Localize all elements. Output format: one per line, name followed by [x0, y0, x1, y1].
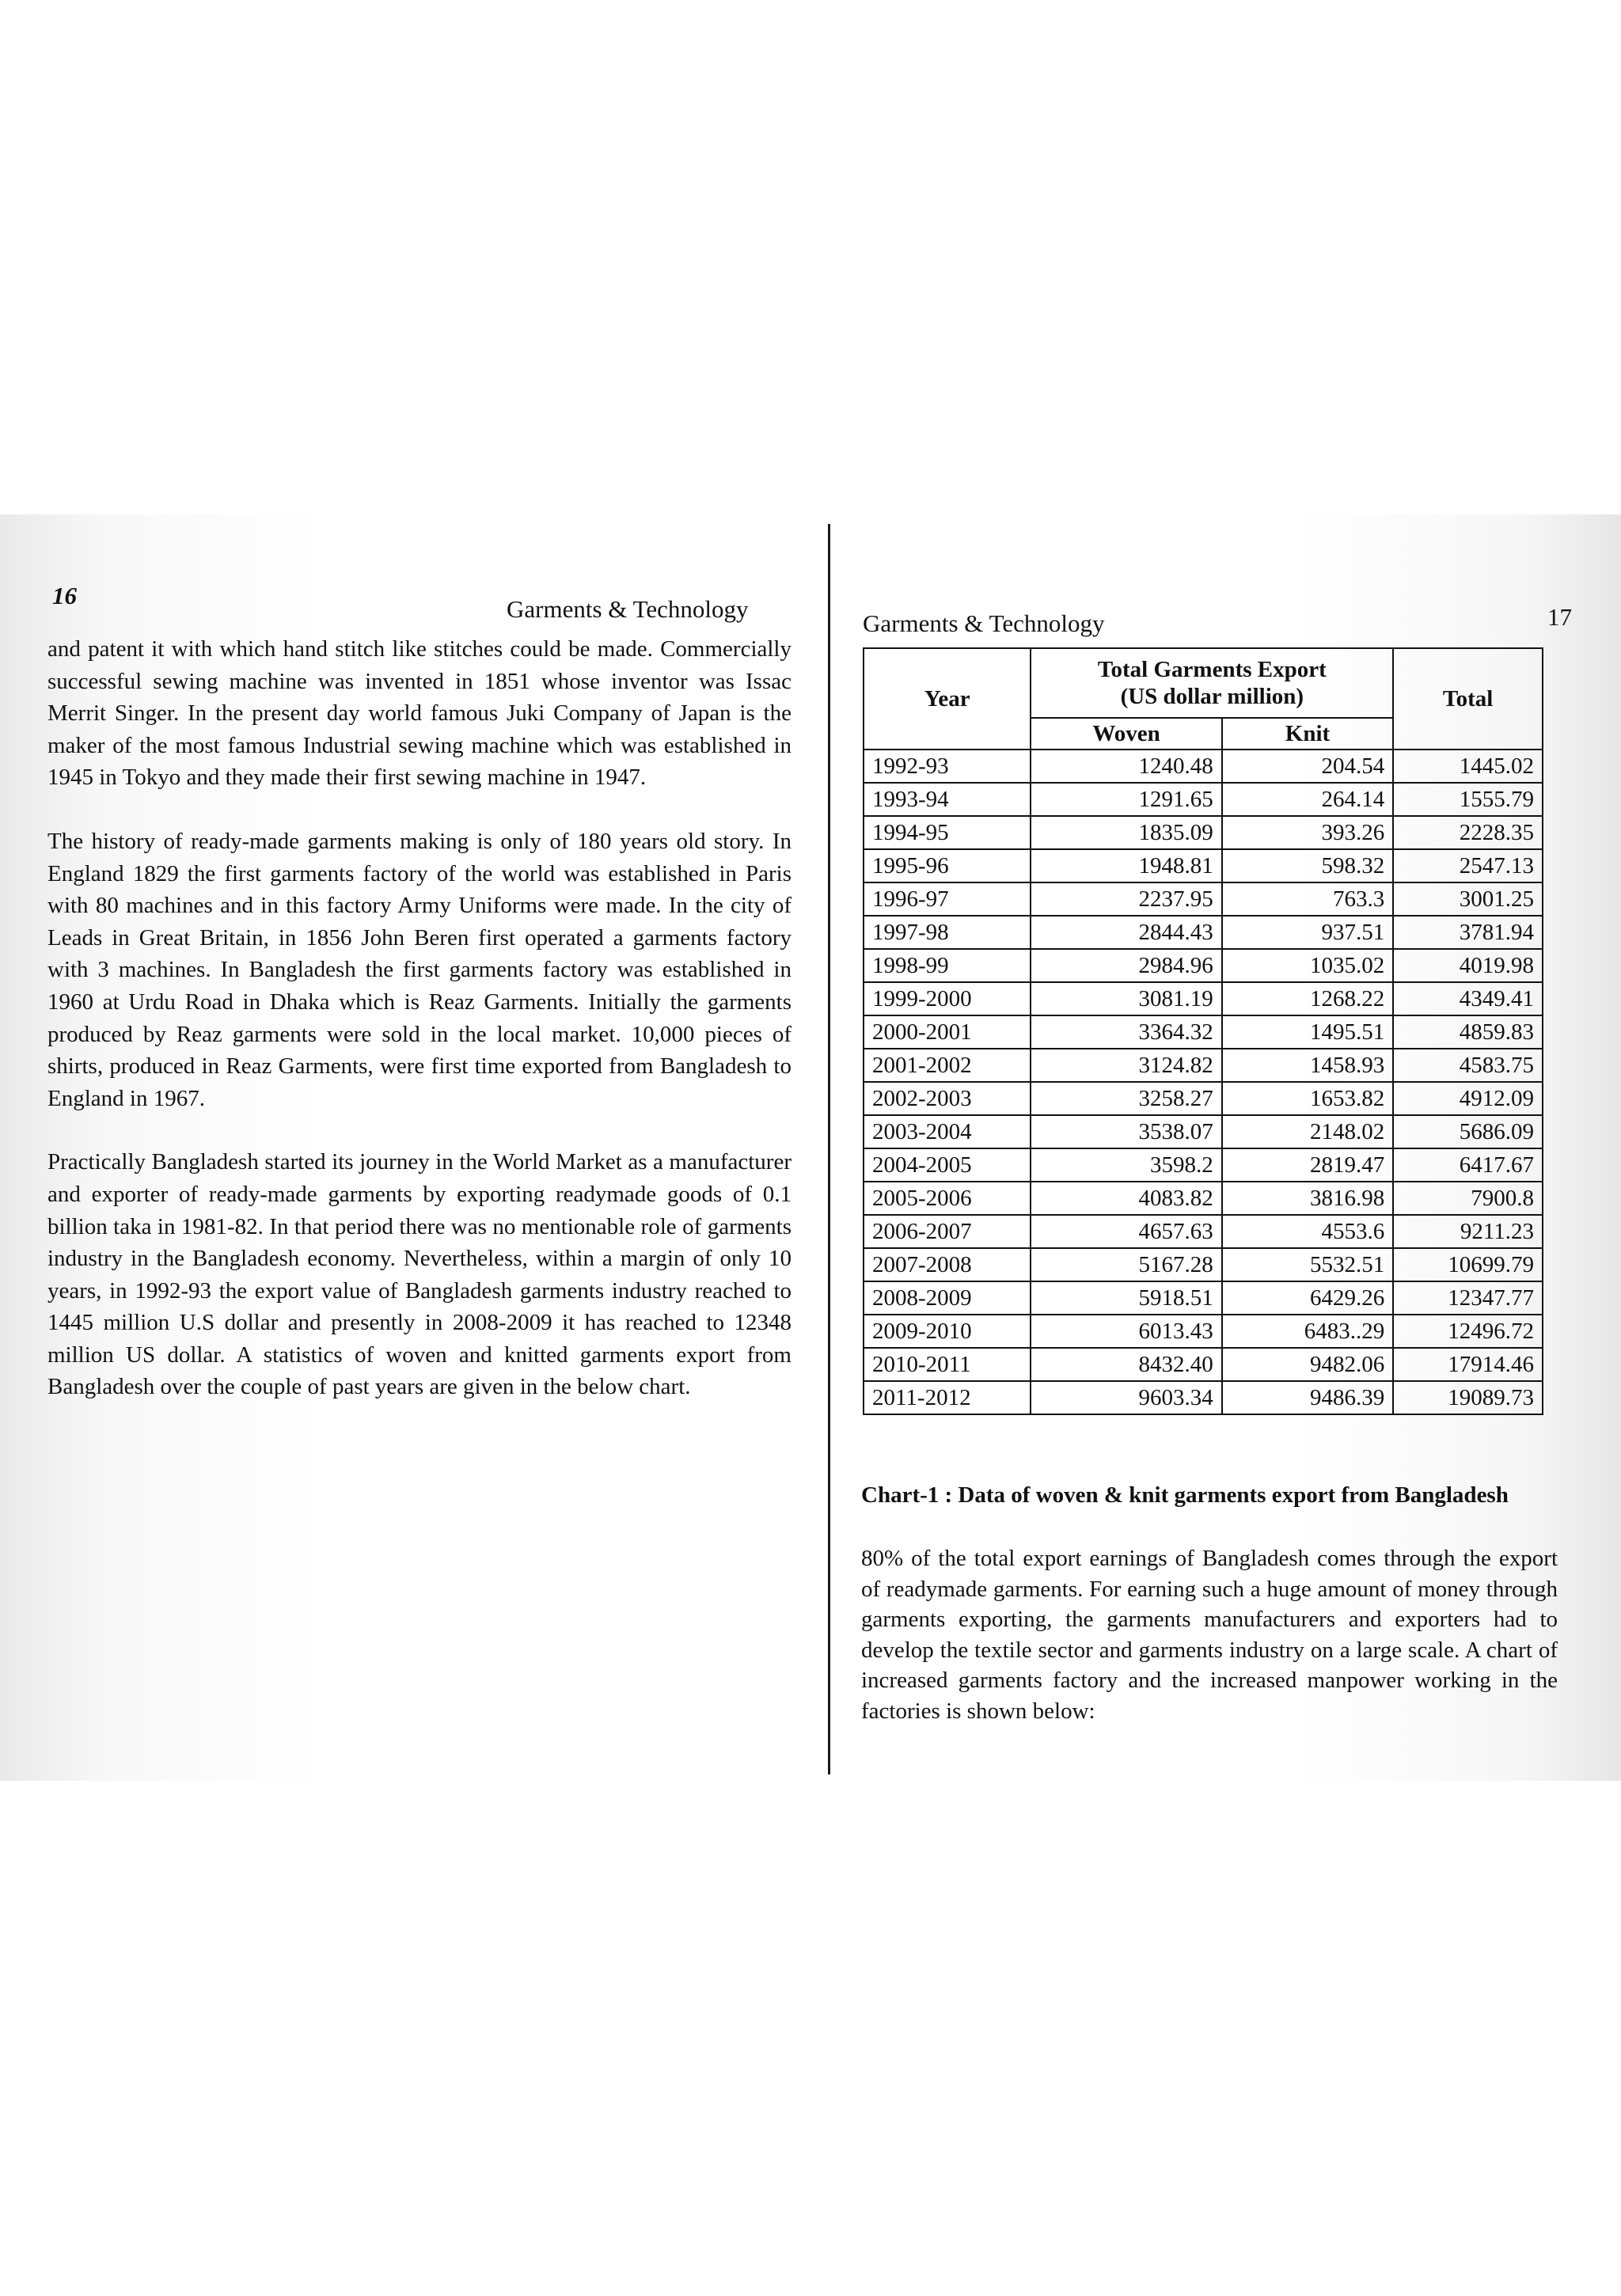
cell-year: 1994-95: [864, 816, 1031, 849]
table-row: [864, 982, 1543, 1015]
page-number-left: 16: [52, 582, 77, 609]
cell-woven: 3364.32: [1031, 1015, 1221, 1049]
cell-knit: 763.3: [1222, 882, 1394, 916]
cell-total: 1445.02: [1393, 750, 1543, 783]
cell-year: 2010-2011: [864, 1348, 1031, 1381]
cell-knit: 2819.47: [1222, 1148, 1394, 1182]
running-head-left: Garments & Technology: [507, 595, 749, 623]
cell-woven: 1835.09: [1031, 816, 1221, 849]
cell-knit: 1653.82: [1222, 1082, 1394, 1115]
cell-total: 3001.25: [1393, 882, 1543, 916]
table-row: [864, 1148, 1543, 1182]
table-row: [864, 1381, 1543, 1414]
table-row: [864, 1215, 1543, 1248]
cell-year: 1993-94: [864, 783, 1031, 816]
cell-total: 7900.8: [1393, 1182, 1543, 1215]
left-page-body: [47, 633, 792, 1403]
cell-knit: 4553.6: [1222, 1215, 1394, 1248]
page-number-right: 17: [1547, 603, 1572, 631]
cell-knit: 393.26: [1222, 816, 1394, 849]
cell-total: 10699.79: [1393, 1248, 1543, 1281]
table-body: [864, 750, 1543, 1414]
cell-woven: 3538.07: [1031, 1115, 1221, 1148]
cell-woven: 4083.82: [1031, 1182, 1221, 1215]
table-row: [864, 1015, 1543, 1049]
garments-export-table: [863, 647, 1543, 1415]
cell-year: 2009-2010: [864, 1315, 1031, 1348]
header-total-garments-export: [1031, 648, 1393, 718]
table-row: [864, 1049, 1543, 1082]
cell-woven: 8432.40: [1031, 1348, 1221, 1381]
cell-year: 2007-2008: [864, 1248, 1031, 1281]
header-group-line1: Total Garments Export: [1097, 657, 1327, 682]
cell-knit: 204.54: [1222, 750, 1394, 783]
table-row: [864, 882, 1543, 916]
cell-year: 1996-97: [864, 882, 1031, 916]
cell-total: 17914.46: [1393, 1348, 1543, 1381]
cell-year: 1998-99: [864, 949, 1031, 982]
header-knit: Knit: [1222, 718, 1394, 750]
table-row: [864, 816, 1543, 849]
running-head-right: Garments & Technology: [863, 609, 1105, 637]
cell-woven: 1948.81: [1031, 849, 1221, 882]
cell-total: 1555.79: [1393, 783, 1543, 816]
cell-total: 4019.98: [1393, 949, 1543, 982]
table-row: [864, 1281, 1543, 1315]
cell-woven: 3258.27: [1031, 1082, 1221, 1115]
cell-knit: 1495.51: [1222, 1015, 1394, 1049]
cell-knit: 9482.06: [1222, 1348, 1394, 1381]
cell-knit: 1035.02: [1222, 949, 1394, 982]
header-total: Total: [1393, 648, 1543, 750]
header-group-line2: (US dollar million): [1120, 684, 1304, 709]
cell-total: 6417.67: [1393, 1148, 1543, 1182]
header-year: Year: [864, 648, 1031, 750]
table-row: [864, 1115, 1543, 1148]
paragraph: and patent it with which hand stitch like stitches could be made. Commercially successful sewing machine was invented in 1851 whose inventor was Issac Merrit Singer. In the present day world famous Juki Company of Japan is the maker of the most famous Industrial sewing machine which was established in 1945 in Tokyo and they made their first sewing machine in 1947.: [47, 636, 792, 791]
chart-caption: Chart-1 : Data of woven & knit garments export from Bangladesh: [861, 1482, 1509, 1508]
cell-knit: 264.14: [1222, 783, 1394, 816]
cell-knit: 937.51: [1222, 916, 1394, 949]
table-row: [864, 1182, 1543, 1215]
cell-knit: 6483..29: [1222, 1315, 1394, 1348]
cell-woven: 3124.82: [1031, 1049, 1221, 1082]
cell-knit: 2148.02: [1222, 1115, 1394, 1148]
table-row: [864, 1082, 1543, 1115]
paragraph: 80% of the total export earnings of Bangladesh comes through the export of readymade garments. For earning such a huge amount of money through garments exporting, the garments manufacturers and exporters had to develop the textile sector and garments industry on a large scale. A chart of increased garments factory and the increased manpower working in the factories is shown below:: [861, 1546, 1558, 1724]
cell-knit: 3816.98: [1222, 1182, 1394, 1215]
cell-total: 9211.23: [1393, 1215, 1543, 1248]
cell-year: 1999-2000: [864, 982, 1031, 1015]
cell-year: 2011-2012: [864, 1381, 1031, 1414]
cell-woven: 5918.51: [1031, 1281, 1221, 1315]
cell-woven: 3598.2: [1031, 1148, 1221, 1182]
cell-knit: 6429.26: [1222, 1281, 1394, 1315]
book-spine-divider: [828, 524, 830, 1774]
cell-total: 2228.35: [1393, 816, 1543, 849]
cell-woven: 6013.43: [1031, 1315, 1221, 1348]
table-row: [864, 1248, 1543, 1281]
cell-woven: 5167.28: [1031, 1248, 1221, 1281]
cell-knit: 1268.22: [1222, 982, 1394, 1015]
cell-total: 4583.75: [1393, 1049, 1543, 1082]
cell-woven: 2844.43: [1031, 916, 1221, 949]
cell-knit: 598.32: [1222, 849, 1394, 882]
right-page-body: [861, 1543, 1558, 1726]
cell-year: 2001-2002: [864, 1049, 1031, 1082]
cell-total: 12496.72: [1393, 1315, 1543, 1348]
cell-total: 2547.13: [1393, 849, 1543, 882]
cell-year: 2003-2004: [864, 1115, 1031, 1148]
paragraph: The history of ready-made garments making is only of 180 years old story. In England 1829 the first garments factory of the world was established in Paris with 80 machines and in this factory Army Uniforms were made. In the city of Leads in Great Britain, in 1856 John Beren first operated a garments factory with 3 machines. In Bangladesh the first garments factory was established in 1960 at Urdu Road in Dhaka which is Reaz Garments. Initially the garments produced by Reaz garments were sold in the local market. 10,000 pieces of shirts, produced in Reaz Garments, were first time exported from Bangladesh to England in 1967.: [47, 828, 792, 1111]
cell-knit: 1458.93: [1222, 1049, 1394, 1082]
cell-total: 4349.41: [1393, 982, 1543, 1015]
table-row: [864, 849, 1543, 882]
cell-year: 1992-93: [864, 750, 1031, 783]
cell-woven: 2237.95: [1031, 882, 1221, 916]
table-row: [864, 916, 1543, 949]
table-row: [864, 783, 1543, 816]
cell-woven: 1291.65: [1031, 783, 1221, 816]
table-row: [864, 750, 1543, 783]
table-row: [864, 949, 1543, 982]
cell-year: 2008-2009: [864, 1281, 1031, 1315]
cell-woven: 9603.34: [1031, 1381, 1221, 1414]
cell-knit: 9486.39: [1222, 1381, 1394, 1414]
paragraph: Practically Bangladesh started its journey in the World Market as a manufacturer and exporter of ready-made garments by exporting readymade goods of 0.1 billion taka in 1981-82. In that period there was no mentionable role of garments industry in the Bangladesh economy. Nevertheless, within a margin of only 10 years, in 1992-93 the export value of Bangladesh garments industry reached to 1445 million U.S dollar and presently in 2008-2009 it has reached to 12348 million US dollar. A statistics of woven and knitted garments export from Bangladesh over the couple of past years are given in the below chart.: [47, 1149, 792, 1400]
header-woven: Woven: [1031, 718, 1221, 750]
cell-total: 5686.09: [1393, 1115, 1543, 1148]
cell-year: 2000-2001: [864, 1015, 1031, 1049]
cell-woven: 3081.19: [1031, 982, 1221, 1015]
cell-total: 4859.83: [1393, 1015, 1543, 1049]
cell-year: 2002-2003: [864, 1082, 1031, 1115]
cell-total: 12347.77: [1393, 1281, 1543, 1315]
cell-knit: 5532.51: [1222, 1248, 1394, 1281]
cell-total: 4912.09: [1393, 1082, 1543, 1115]
cell-year: 2004-2005: [864, 1148, 1031, 1182]
cell-year: 2006-2007: [864, 1215, 1031, 1248]
cell-total: 3781.94: [1393, 916, 1543, 949]
cell-woven: 4657.63: [1031, 1215, 1221, 1248]
cell-woven: 1240.48: [1031, 750, 1221, 783]
cell-woven: 2984.96: [1031, 949, 1221, 982]
cell-year: 2005-2006: [864, 1182, 1031, 1215]
cell-total: 19089.73: [1393, 1381, 1543, 1414]
cell-year: 1997-98: [864, 916, 1031, 949]
table-row: [864, 1315, 1543, 1348]
cell-year: 1995-96: [864, 849, 1031, 882]
table-row: [864, 1348, 1543, 1381]
